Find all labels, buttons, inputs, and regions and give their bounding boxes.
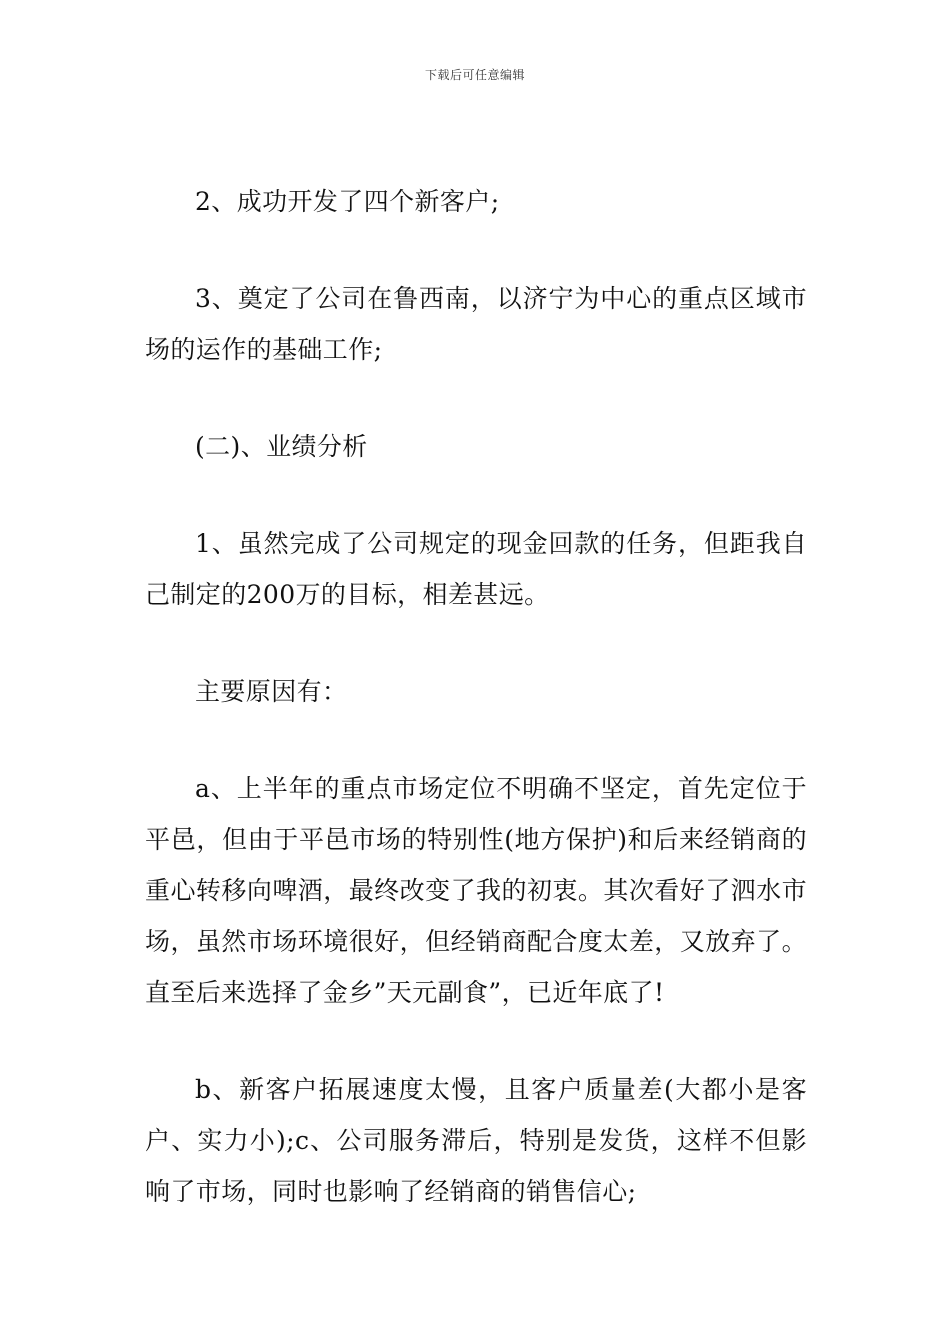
paragraph-target-gap: 1、虽然完成了公司规定的现金回款的任务，但距我自己制定的200万的目标，相差甚远。 bbox=[145, 529, 807, 609]
paragraph-reason-b-c: b、新客户拓展速度太慢，且客户质量差(大都小是客户、实力小);c、公司服务滞后，特别是发货，这样不但影响了市场，同时也影响了经销商的销售信心; bbox=[145, 1075, 807, 1206]
paragraph-regional-foundation: 3、奠定了公司在鲁西南，以济宁为中心的重点区域市场的运作的基础工作; bbox=[145, 284, 807, 364]
section-heading-performance-analysis: (二)、业绩分析 bbox=[195, 432, 368, 461]
paragraph-main-reasons: 主要原因有： bbox=[195, 677, 348, 706]
paragraph-new-clients: 2、成功开发了四个新客户; bbox=[195, 187, 500, 216]
document-body bbox=[145, 176, 807, 1263]
header-note: 下载后可任意编辑 bbox=[424, 68, 525, 82]
paragraph-reason-a: a、上半年的重点市场定位不明确不坚定，首先定位于平邑，但由于平邑市场的特别性(地方保护)和后来经销商的重心转移向啤酒，最终改变了我的初衷。其次看好了泗水市场，虽然市场环境很好，但经销商配合度太差，又放弃了。直至后来选择了金乡”天元副食”，已近年底了! bbox=[145, 774, 807, 1007]
